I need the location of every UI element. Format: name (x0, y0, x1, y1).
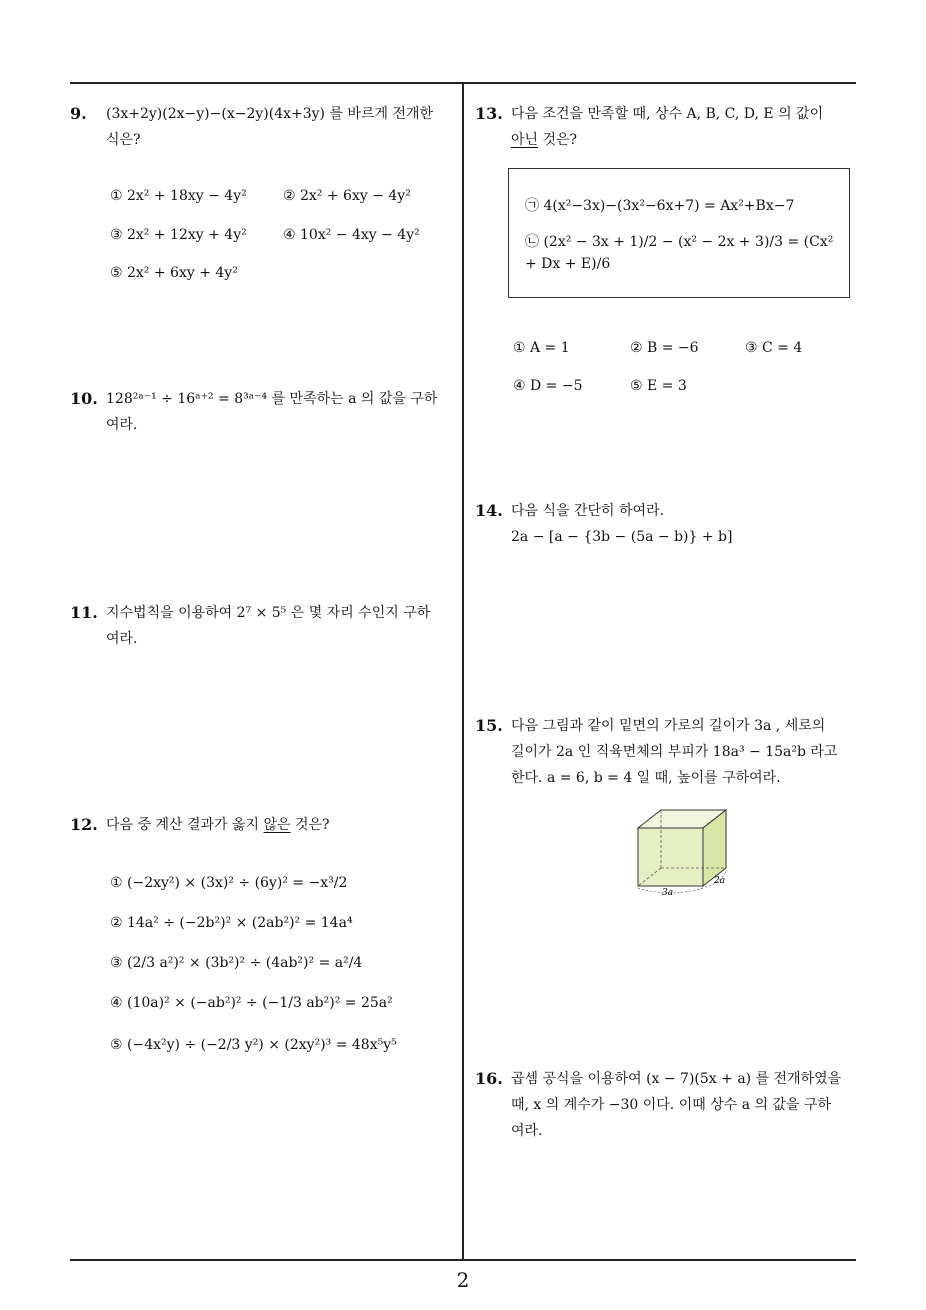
question-16 (475, 1066, 860, 1144)
cuboid-front-face (638, 828, 703, 886)
question-text: 식은? (106, 132, 141, 148)
q13-option-1[interactable]: ① A = 1 (513, 340, 570, 356)
question-number: 15. (475, 716, 503, 735)
question-14 (475, 498, 860, 550)
bottom-rule (70, 1259, 856, 1261)
question-11 (70, 600, 460, 652)
question-text: 다음 중 계산 결과가 옳지 (106, 817, 264, 833)
q12-option-3[interactable]: ③ (2/3 a²)² × (3b²)² ÷ (4ab²)² = a²/4 (110, 955, 363, 971)
question-15 (475, 713, 860, 791)
question-text: 128²ᵃ⁻¹ ÷ 16ᵃ⁺² = 8³ᵃ⁻⁴ 를 만족하는 a 의 값을 구하 (106, 391, 438, 407)
page-number: 2 (456, 1268, 470, 1292)
question-number: 10. (70, 389, 98, 408)
question-text: 여라. (511, 1123, 543, 1139)
question-number: 11. (70, 603, 98, 622)
q13-option-4[interactable]: ④ D = −5 (513, 378, 583, 394)
q12-option-2[interactable]: ② 14a² ÷ (−2b²)² × (2ab²)² = 14a⁴ (110, 915, 353, 931)
underlined-word: 않은 (263, 817, 291, 833)
depth-label: 2a (714, 876, 726, 886)
question-text: 여라. (106, 631, 138, 647)
q13-option-2[interactable]: ② B = −6 (630, 340, 699, 356)
q9-option-5[interactable]: ⑤ 2x² + 6xy + 4y² (110, 265, 238, 281)
question-text: 다음 식을 간단히 하여라. (511, 503, 665, 519)
q9-option-2[interactable]: ② 2x² + 6xy − 4y² (283, 188, 411, 204)
question-text: 여라. (106, 417, 138, 433)
q12-option-5[interactable]: ⑤ (−4x²y) ÷ (−2/3 y²) × (2xy²)³ = 48x⁵y⁵ (110, 1037, 397, 1053)
question-text: 길이가 2a 인 직육면체의 부피가 18a³ − 15a²b 라고 (511, 744, 838, 760)
question-text: 것은? (538, 132, 578, 148)
q9-option-3[interactable]: ③ 2x² + 12xy + 4y² (110, 227, 247, 243)
question-9 (70, 101, 460, 153)
question-12 (70, 812, 460, 838)
q13-option-5[interactable]: ⑤ E = 3 (630, 378, 687, 394)
condition-box (508, 168, 850, 298)
cuboid-figure (628, 802, 738, 897)
q12-option-1[interactable]: ① (−2xy²) × (3x)² ÷ (6y)² = −x³/2 (110, 875, 348, 891)
question-text: 한다. a = 6, b = 4 일 때, 높이를 구하여라. (511, 770, 781, 786)
question-text: 지수법칙을 이용하여 2⁷ × 5⁵ 은 몇 자리 수인지 구하 (106, 605, 431, 621)
question-text: (3x+2y)(2x−y)−(x−2y)(4x+3y) 를 바르게 전개한 (106, 106, 434, 122)
q13-option-3[interactable]: ③ C = 4 (745, 340, 803, 356)
question-number: 14. (475, 501, 503, 520)
question-text: 다음 조건을 만족할 때, 상수 A, B, C, D, E 의 값이 (511, 106, 824, 122)
question-text: 다음 그림과 같이 밑면의 가로의 길이가 3a , 세로의 (511, 718, 826, 734)
question-text: 곱셈 공식을 이용하여 (x − 7)(5x + a) 를 전개하였을 (511, 1071, 842, 1087)
width-label: 3a (662, 888, 674, 897)
question-number: 16. (475, 1069, 503, 1088)
expression: 2a − [a − {3b − (5a − b)} + b] (511, 529, 733, 545)
question-text: 것은? (290, 817, 330, 833)
question-text: 때, x 의 계수가 −30 이다. 이때 상수 a 의 값을 구하 (511, 1097, 832, 1113)
q9-option-1[interactable]: ① 2x² + 18xy − 4y² (110, 188, 247, 204)
question-10 (70, 386, 460, 438)
underlined-word: 아닌 (511, 132, 539, 148)
condition-1: ㉠ 4(x²−3x)−(3x²−6x+7) = Ax²+Bx−7 (525, 198, 795, 214)
question-13 (475, 101, 860, 153)
column-divider (462, 83, 464, 1259)
q12-option-4[interactable]: ④ (10a)² × (−ab²)² ÷ (−1/3 ab²)² = 25a² (110, 995, 393, 1011)
question-number: 13. (475, 104, 503, 123)
q9-option-4[interactable]: ④ 10x² − 4xy − 4y² (283, 227, 420, 243)
question-number: 9. (70, 104, 87, 123)
condition-2: ㉡ (2x² − 3x + 1)/2 − (x² − 2x + 3)/3 = (Cx² + Dx + E)/6 (525, 234, 834, 272)
question-number: 12. (70, 815, 98, 834)
